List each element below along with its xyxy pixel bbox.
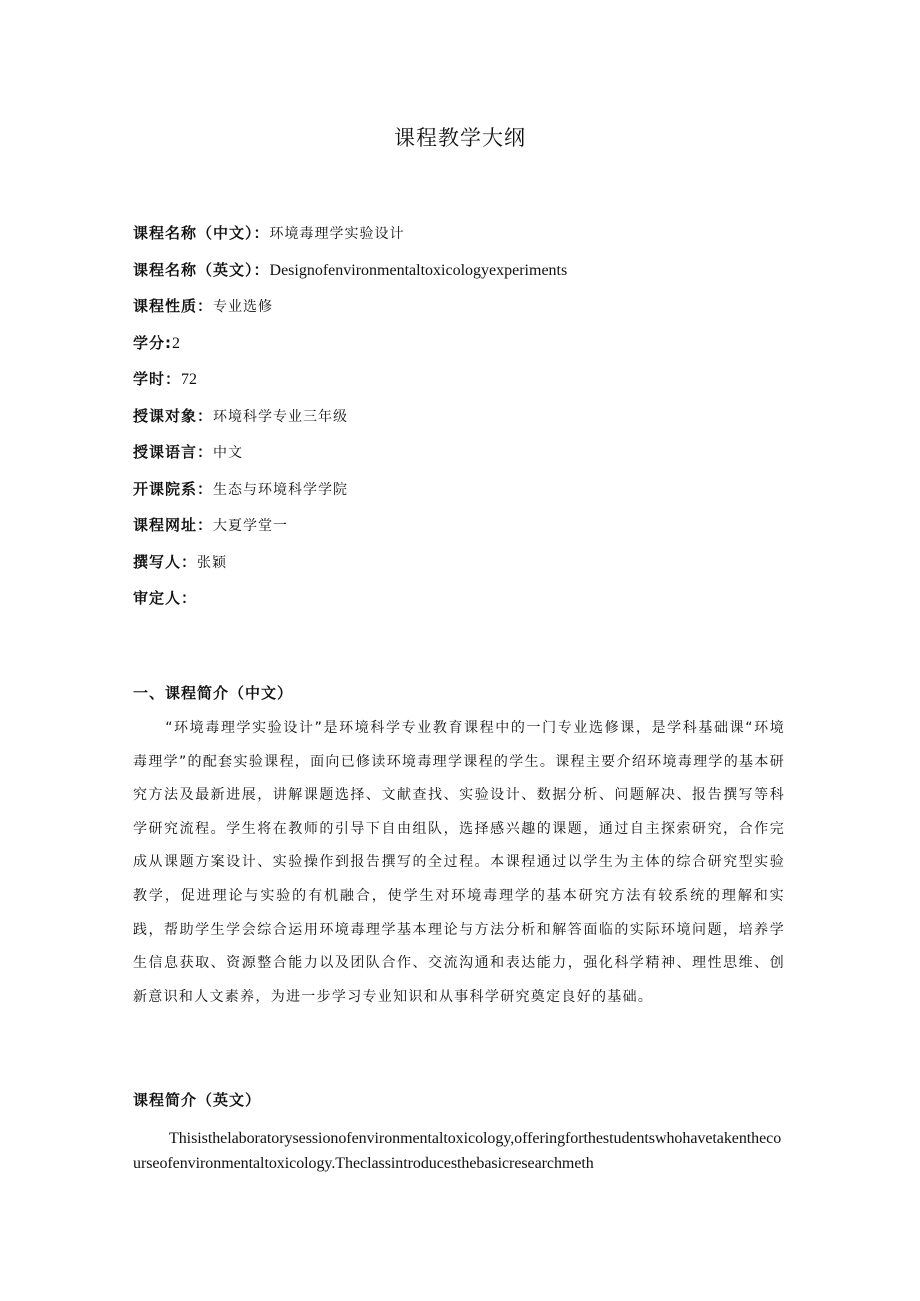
audience-value: 环境科学专业三年级 bbox=[213, 408, 349, 425]
section-intro-en-body: Thisisthelaboratorysessionofenvironmentaltoxicology,offeringforthestudentswhohavetakenthecourseofenvironmentaltoxicology.Theclassintroducesthebasicresearchmeth bbox=[133, 1130, 782, 1172]
author-value: 张颖 bbox=[197, 554, 228, 571]
course-nature-label: 课程性质： bbox=[133, 297, 214, 315]
author-label: 撰写人： bbox=[133, 552, 198, 571]
document-title: 课程教学大纲 bbox=[394, 126, 526, 150]
course-name-zh-label: 课程名称（中文）： bbox=[133, 224, 270, 242]
course-info-row-name-en bbox=[133, 255, 793, 292]
course-name-en-value: Designofenvironmentaltoxicologyexperiments bbox=[269, 261, 568, 279]
section-intro-en-heading: 课程简介（英文） bbox=[133, 1091, 262, 1109]
department-label: 开课院系： bbox=[133, 479, 214, 498]
course-name-en-label: 课程名称（英文）： bbox=[133, 260, 270, 279]
website-value: 大夏学堂一 bbox=[213, 518, 289, 534]
course-info-row-reviewer bbox=[133, 583, 793, 620]
course-name-zh-value: 环境毒理学实验设计 bbox=[269, 226, 405, 242]
hours-value: 72 bbox=[181, 371, 198, 388]
course-nature-value: 专业选修 bbox=[213, 299, 274, 315]
language-label: 授课语言： bbox=[133, 443, 214, 461]
website-label: 课程网址： bbox=[133, 516, 214, 534]
course-info-row-hours bbox=[133, 364, 793, 401]
hours-label: 学时： bbox=[133, 370, 182, 388]
section-intro-zh-body: “环境毒理学实验设计”是环境科学专业教育课程中的一门专业选修课，是学科基础课“环境毒理学”的配套实验课程，面向已修读环境毒理学课程的学生。课程主要介绍环境毒理学的基本研究方法及最新进展，讲解课题选择、文献查找、实验设计、数据分析、问题解决、报告撰写等科学研究流程。学生将在教师的引导下自由组队，选择感兴趣的课题，通过自主探索研究，合作完成从课题方案设计、实验操作到报告撰写的全过程。本课程通过以学生为主体的综合研究型实验教学，促进理论与实验的有机融合，使学生对环境毒理学的基本研究方法有较系统的理解和实践，帮助学生学会综合运用环境毒理学基本理论与方法分析和解答面临的实际环境问题，培养学生信息获取、资源整合能力以及团队合作、交流沟通和表达能力，强化科学精神、理性思维、创新意识和人文素养，为进一步学习专业知识和从事科学研究奠定良好的基础。 bbox=[133, 720, 785, 1005]
course-info-row-language bbox=[133, 437, 793, 474]
section-intro-zh-heading: 一、课程简介（中文） bbox=[133, 684, 294, 702]
course-info-row-credits bbox=[133, 328, 793, 365]
reviewer-label: 审定人： bbox=[133, 589, 198, 607]
audience-label: 授课对象： bbox=[133, 406, 214, 425]
credits-value: 2 bbox=[172, 334, 180, 352]
course-info-row-department bbox=[133, 474, 793, 511]
credits-label: 学分: bbox=[133, 333, 172, 352]
course-info-row-website bbox=[133, 510, 793, 547]
course-info-row-audience bbox=[133, 401, 793, 438]
course-info-list bbox=[133, 218, 793, 620]
course-info-row-nature bbox=[133, 291, 793, 328]
department-value: 生态与环境科学学院 bbox=[213, 481, 349, 498]
course-info-row-author bbox=[133, 547, 793, 584]
course-info-row-name-zh bbox=[133, 218, 793, 255]
language-value: 中文 bbox=[213, 445, 244, 461]
